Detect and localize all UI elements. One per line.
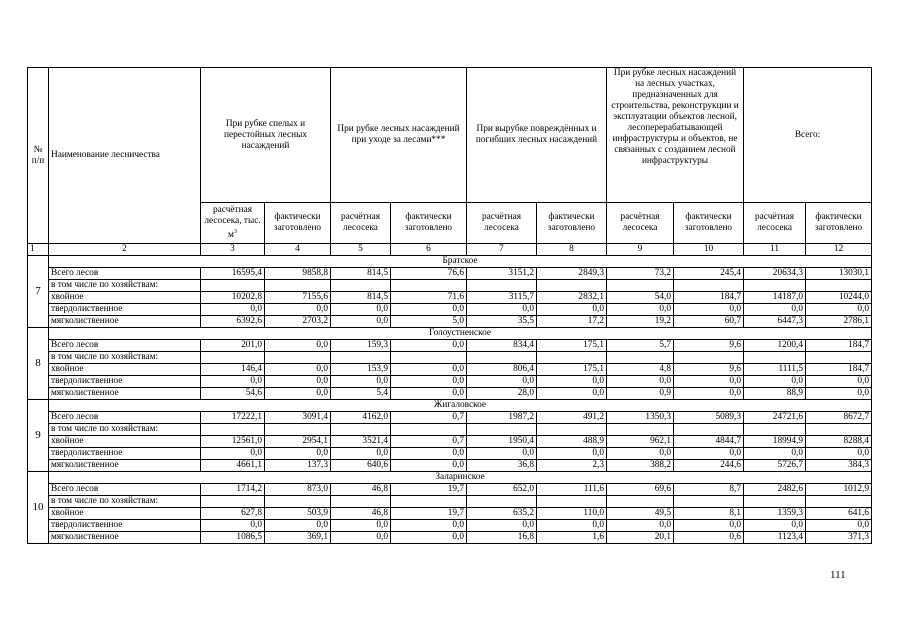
cell-value [674,280,744,292]
cell-value: 20634,3 [744,268,806,280]
section-title-row [28,400,872,412]
table-row [28,376,872,388]
header-group-construction: При рубке лесных насаждений на лесных участках, предназначенных для строительства, реконструкции и эксплуатации объектов лесной, лесоперерабатывающей инфраструктуры и объектов, не связанных с созданием лесной инфраструктуры [607,68,744,203]
cell-value: 9,6 [674,364,744,376]
table-row [28,292,872,304]
cell-value: 0,0 [607,304,674,316]
cell-value: 369,1 [265,532,331,544]
column-number: 1 [28,244,49,256]
row-name: мягколиственное [49,316,201,328]
cell-value: 641,6 [806,508,872,520]
column-number: 3 [201,244,265,256]
column-number: 9 [607,244,674,256]
subheader-calc: расчётная лесосека [607,203,674,244]
page-number: 111 [830,569,846,581]
cell-value: 814,5 [331,292,391,304]
cell-value: 0,0 [607,376,674,388]
cell-value: 7155,6 [265,292,331,304]
table-row [28,388,872,400]
cell-value: 0,0 [467,304,537,316]
section-title: Заларинское [49,472,872,484]
subheader-calc-first-text: расчётная лесосека, тыс. м [204,204,261,241]
row-name: хвойное [49,292,201,304]
cell-value: 0,0 [467,448,537,460]
cell-value: 1111,5 [744,364,806,376]
table-row [28,352,872,364]
cell-value [391,280,467,292]
cell-value: 76,6 [391,268,467,280]
cell-value: 0,0 [391,520,467,532]
cell-value: 175,1 [537,340,607,352]
subheader-fact: фактически заготовлено [674,203,744,244]
cell-value [331,424,391,436]
cell-value: 0,0 [201,304,265,316]
row-name: хвойное [49,508,201,520]
column-number-row [28,244,872,256]
cell-value: 0,0 [331,520,391,532]
row-name: твердолиственное [49,376,201,388]
cell-value: 0,0 [331,316,391,328]
table-row [28,424,872,436]
cell-value: 88,9 [744,388,806,400]
cell-value: 1359,3 [744,508,806,520]
table-row [28,280,872,292]
cell-value: 0,0 [265,340,331,352]
cell-value: 9,6 [674,340,744,352]
cell-value: 17,2 [537,316,607,328]
table-row [28,448,872,460]
row-name: в том числе по хозяйствам: [49,352,201,364]
cell-value: 0,0 [806,304,872,316]
cell-value: 0,0 [744,520,806,532]
row-name: твердолиственное [49,448,201,460]
cell-value: 0,0 [201,520,265,532]
column-number: 4 [265,244,331,256]
row-name: хвойное [49,364,201,376]
cell-value: 69,6 [607,484,674,496]
cell-value [331,280,391,292]
cell-value: 49,5 [607,508,674,520]
row-name: Всего лесов [49,340,201,352]
cell-value [265,424,331,436]
column-number: 10 [674,244,744,256]
cell-value: 0,7 [391,412,467,424]
cell-value: 0,0 [674,304,744,316]
cell-value [674,496,744,508]
section-title-row [28,328,872,340]
cell-value: 0,0 [391,460,467,472]
cell-value: 245,4 [674,268,744,280]
subheader-fact: фактически заготовлено [265,203,331,244]
cell-value: 0,0 [331,304,391,316]
cell-value: 0,9 [607,388,674,400]
cell-value: 806,4 [467,364,537,376]
cell-value [467,352,537,364]
cell-value: 0,0 [806,376,872,388]
cell-value: 6392,6 [201,316,265,328]
cell-value: 2703,2 [265,316,331,328]
cell-value: 834,4 [467,340,537,352]
cell-value [607,352,674,364]
cell-value: 2832,1 [537,292,607,304]
cell-value: 0,0 [391,304,467,316]
cell-value: 1200,4 [744,340,806,352]
row-name: твердолиственное [49,520,201,532]
cell-value: 6447,3 [744,316,806,328]
subheader-fact: фактически заготовлено [391,203,467,244]
cell-value: 19,2 [607,316,674,328]
cell-value [467,280,537,292]
cell-value: 0,0 [265,448,331,460]
cell-value: 627,8 [201,508,265,520]
cell-value: 3115,7 [467,292,537,304]
cell-value: 71,6 [391,292,467,304]
cell-value: 159,3 [331,340,391,352]
section-title-row [28,256,872,268]
cell-value: 184,7 [806,340,872,352]
cell-value: 0,0 [265,388,331,400]
header-group-care: При рубке лесных насаждений при уходе за лесами*** [331,68,467,203]
cell-value: 0,0 [201,376,265,388]
cell-value: 0,0 [674,520,744,532]
cell-value [201,424,265,436]
cell-value [201,496,265,508]
cell-value: 0,0 [537,388,607,400]
cell-value: 153,9 [331,364,391,376]
header-group-total: Всего: [744,68,872,203]
cell-value: 0,7 [391,436,467,448]
cell-value: 488,9 [537,436,607,448]
cell-value: 503,9 [265,508,331,520]
cell-value: 10244,0 [806,292,872,304]
header-forestry-name: Наименование лесничества [49,68,201,244]
cell-value: 4661,1 [201,460,265,472]
cell-value [391,352,467,364]
cell-value: 184,7 [806,364,872,376]
cell-value: 2954,1 [265,436,331,448]
row-name: в том числе по хозяйствам: [49,496,201,508]
cell-value [331,496,391,508]
section-title-row [28,472,872,484]
cell-value: 1123,4 [744,532,806,544]
cell-value: 16595,4 [201,268,265,280]
section-index: 7 [28,256,49,328]
cell-value: 3091,4 [265,412,331,424]
cell-value: 1086,5 [201,532,265,544]
table-row [28,364,872,376]
cell-value: 0,0 [674,376,744,388]
table-row [28,520,872,532]
cell-value: 0,0 [806,448,872,460]
table-row [28,436,872,448]
cell-value: 0,0 [391,340,467,352]
cell-value: 19,7 [391,484,467,496]
table-row [28,508,872,520]
row-name: в том числе по хозяйствам: [49,280,201,292]
row-name: Всего лесов [49,412,201,424]
cell-value: 28,0 [467,388,537,400]
cell-value: 873,0 [265,484,331,496]
row-name: мягколиственное [49,388,201,400]
cell-value: 20,1 [607,532,674,544]
column-number: 11 [744,244,806,256]
cell-value [467,496,537,508]
forest-harvest-table [27,67,872,544]
subheader-calc-first-sup: 3 [233,228,237,235]
cell-value [744,280,806,292]
cell-value: 2,3 [537,460,607,472]
cell-value: 652,0 [467,484,537,496]
cell-value: 0,0 [537,304,607,316]
cell-value: 388,2 [607,460,674,472]
row-name: Всего лесов [49,484,201,496]
cell-value: 184,7 [674,292,744,304]
cell-value: 12561,0 [201,436,265,448]
cell-value [265,352,331,364]
cell-value: 371,3 [806,532,872,544]
subheader-fact: фактически заготовлено [537,203,607,244]
cell-value: 5726,7 [744,460,806,472]
table-row [28,412,872,424]
cell-value: 0,0 [674,448,744,460]
cell-value: 0,0 [265,376,331,388]
cell-value: 0,0 [537,520,607,532]
subheader-calc: расчётная лесосека [467,203,537,244]
table-row [28,496,872,508]
cell-value: 18994,9 [744,436,806,448]
cell-value: 814,5 [331,268,391,280]
cell-value: 0,0 [391,364,467,376]
cell-value: 0,0 [331,376,391,388]
table-row [28,316,872,328]
row-name: мягколиственное [49,460,201,472]
section-title: Жигаловское [49,400,872,412]
cell-value [607,280,674,292]
cell-value: 1714,2 [201,484,265,496]
cell-value: 4,8 [607,364,674,376]
cell-value: 46,8 [331,508,391,520]
cell-value [537,352,607,364]
cell-value: 635,2 [467,508,537,520]
cell-value [391,424,467,436]
table-row [28,340,872,352]
cell-value: 962,1 [607,436,674,448]
cell-value: 2786,1 [806,316,872,328]
subheader-fact: фактически заготовлено [806,203,872,244]
cell-value [607,424,674,436]
cell-value [331,352,391,364]
cell-value: 4162,0 [331,412,391,424]
cell-value [744,424,806,436]
cell-value: 0,0 [537,376,607,388]
cell-value: 54,0 [607,292,674,304]
table-row [28,532,872,544]
cell-value: 13030,1 [806,268,872,280]
cell-value: 3151,2 [467,268,537,280]
table-row [28,304,872,316]
cell-value: 9858,8 [265,268,331,280]
cell-value: 201,0 [201,340,265,352]
cell-value [806,496,872,508]
column-number: 5 [331,244,391,256]
cell-value [744,496,806,508]
header-no: № п/п [28,68,49,244]
cell-value: 5,7 [607,340,674,352]
cell-value [674,352,744,364]
cell-value: 0,0 [744,376,806,388]
cell-value [537,496,607,508]
cell-value [467,424,537,436]
cell-value: 0,0 [744,448,806,460]
cell-value: 0,0 [467,520,537,532]
cell-value: 1350,3 [607,412,674,424]
cell-value: 1012,9 [806,484,872,496]
cell-value: 0,0 [806,520,872,532]
table-row [28,268,872,280]
cell-value: 0,0 [674,388,744,400]
cell-value: 8672,7 [806,412,872,424]
cell-value [537,424,607,436]
cell-value: 2849,3 [537,268,607,280]
cell-value: 54,6 [201,388,265,400]
cell-value: 491,2 [537,412,607,424]
cell-value: 146,4 [201,364,265,376]
table-row [28,460,872,472]
cell-value: 8,1 [674,508,744,520]
cell-value [265,496,331,508]
cell-value: 244,6 [674,460,744,472]
cell-value: 17222,1 [201,412,265,424]
cell-value: 60,7 [674,316,744,328]
cell-value: 0,0 [331,532,391,544]
cell-value: 0,0 [391,376,467,388]
cell-value: 46,8 [331,484,391,496]
cell-value: 0,0 [391,532,467,544]
cell-value: 0,0 [265,364,331,376]
cell-value: 8288,4 [806,436,872,448]
column-number: 2 [49,244,201,256]
subheader-calc-first [201,203,265,244]
cell-value [806,280,872,292]
cell-value: 5,0 [391,316,467,328]
table-row [28,484,872,496]
subheader-calc: расчётная лесосека [331,203,391,244]
cell-value [201,352,265,364]
cell-value: 0,0 [467,376,537,388]
cell-value: 4844,7 [674,436,744,448]
cell-value [607,496,674,508]
row-name: твердолиственное [49,304,201,316]
cell-value: 1950,4 [467,436,537,448]
cell-value: 0,0 [391,388,467,400]
row-name: хвойное [49,436,201,448]
cell-value [265,280,331,292]
table-body [28,256,872,544]
column-number: 8 [537,244,607,256]
subheader-calc: расчётная лесосека [744,203,806,244]
cell-value: 0,0 [806,388,872,400]
cell-value: 640,6 [331,460,391,472]
cell-value: 8,7 [674,484,744,496]
cell-value: 0,0 [607,520,674,532]
cell-value: 1987,2 [467,412,537,424]
cell-value: 5,4 [331,388,391,400]
cell-value: 0,0 [391,448,467,460]
row-name: мягколиственное [49,532,201,544]
cell-value: 0,0 [331,448,391,460]
cell-value: 2482,6 [744,484,806,496]
cell-value: 19,7 [391,508,467,520]
column-number: 7 [467,244,537,256]
row-name: Всего лесов [49,268,201,280]
column-number: 6 [391,244,467,256]
cell-value: 73,2 [607,268,674,280]
cell-value: 175,1 [537,364,607,376]
cell-value [744,352,806,364]
cell-value: 0,0 [537,448,607,460]
cell-value [391,496,467,508]
cell-value: 0,0 [744,304,806,316]
cell-value [537,280,607,292]
cell-value: 0,6 [674,532,744,544]
cell-value [806,424,872,436]
header-group-mature: При рубке спелых и перестойных лесных насаждений [201,68,331,203]
cell-value: 16,8 [467,532,537,544]
cell-value: 137,3 [265,460,331,472]
header-group-damaged: При вырубке повреждённых и погибших лесных насаждений [467,68,607,203]
cell-value: 0,0 [201,448,265,460]
cell-value: 10202,8 [201,292,265,304]
cell-value [201,280,265,292]
section-title: Братское [49,256,872,268]
cell-value [806,352,872,364]
section-index: 10 [28,472,49,544]
cell-value: 384,3 [806,460,872,472]
cell-value: 1,6 [537,532,607,544]
cell-value: 5089,3 [674,412,744,424]
column-number: 12 [806,244,872,256]
cell-value: 3521,4 [331,436,391,448]
cell-value: 24721,6 [744,412,806,424]
row-name: в том числе по хозяйствам: [49,424,201,436]
cell-value [674,424,744,436]
section-title: Голоустненское [49,328,872,340]
section-index: 9 [28,400,49,472]
cell-value: 0,0 [265,304,331,316]
cell-value: 0,0 [265,520,331,532]
cell-value: 36,8 [467,460,537,472]
cell-value: 111,6 [537,484,607,496]
cell-value: 14187,0 [744,292,806,304]
cell-value: 110,0 [537,508,607,520]
section-index: 8 [28,328,49,400]
cell-value: 35,5 [467,316,537,328]
cell-value: 0,0 [607,448,674,460]
